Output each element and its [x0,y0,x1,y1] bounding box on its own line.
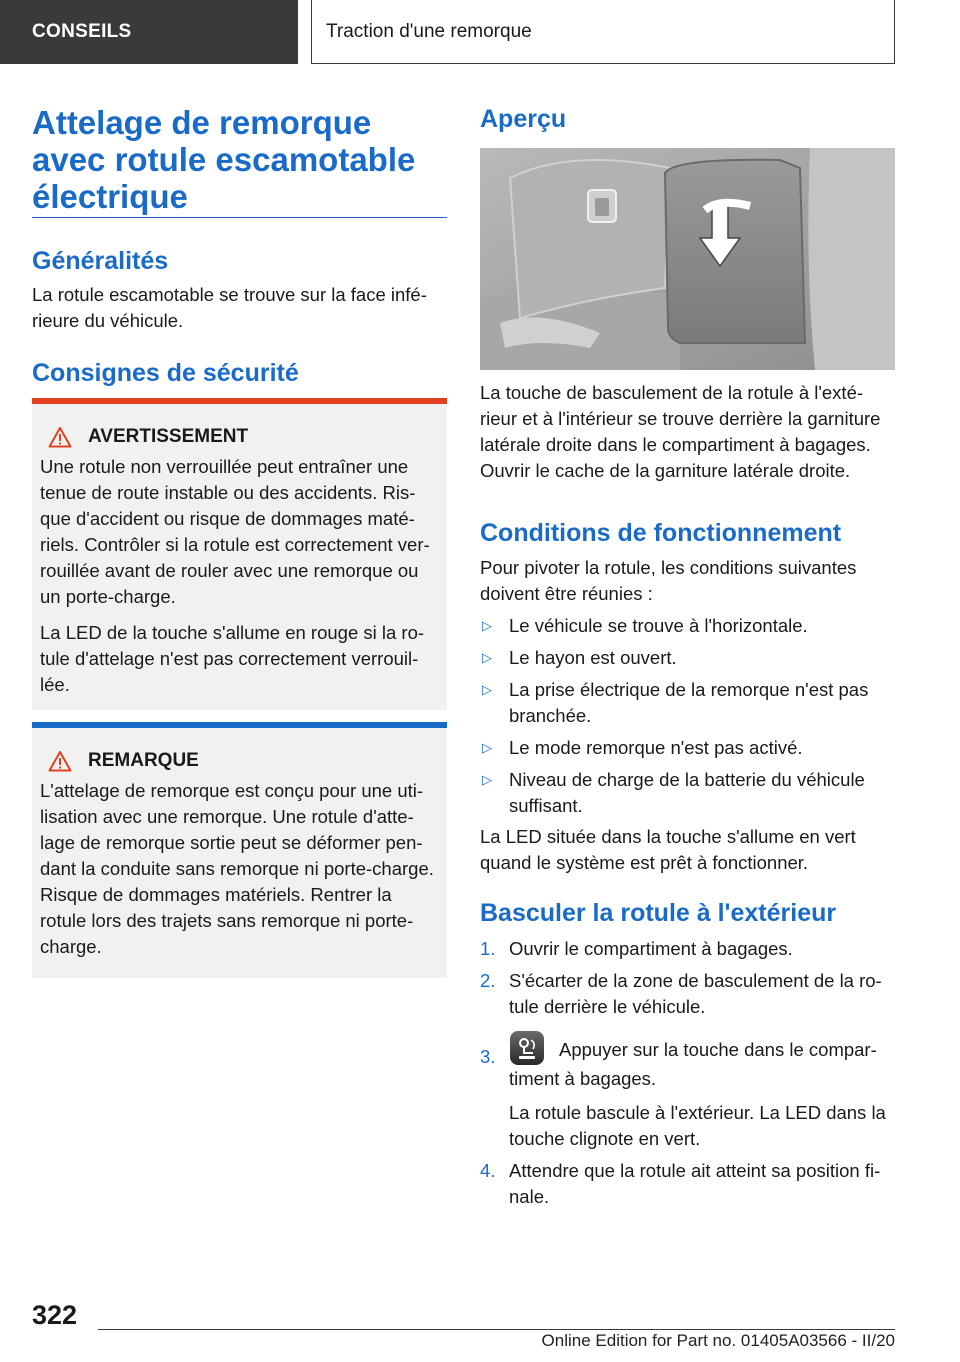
footer-divider [98,1329,895,1330]
triangle-bullet-icon: ▷ [482,682,492,697]
step-number: 4. [480,1160,496,1181]
step-number: 3. [480,1046,496,1067]
step-item [480,1158,895,1210]
list-item [480,767,895,819]
warning-box [32,398,447,710]
swing-heading: Basculer la rotule à l'extérieur [480,899,837,927]
warning-triangle-icon [48,426,72,448]
safety-heading: Consignes de sécurité [32,359,299,387]
step-text: S'écarter de la zone de basculement de la ro-tule derrière le véhicule. [509,970,882,1017]
conditions-outro: La LED située dans la touche s'allume en vert quand le système est prêt à fonctionner. [480,826,856,873]
general-text: La rotule escamotable se trouve sur la face infé-rieure du véhicule. [32,284,427,331]
triangle-bullet-icon: ▷ [482,772,492,787]
step-number: 2. [480,970,496,991]
list-item [480,613,895,639]
general-heading: Généralités [32,247,169,275]
conditions-intro: Pour pivoter la rotule, les conditions suivantes doivent être réunies : [480,557,857,604]
warning-label: AVERTISSEMENT [88,426,249,447]
notice-label: REMARQUE [88,750,199,771]
section-tab [0,0,298,64]
notice-box [32,722,447,978]
chapter-tab [311,0,895,64]
condition-text: Niveau de charge de la batterie du véhicule suffisant. [509,769,865,816]
list-item [480,735,895,761]
notice-paragraph: L'attelage de remorque est conçu pour une uti-lisation avec une remorque. Une rotule d'atte-lage de remorque sortie peut se déformer pen-dant la conduite sans remorque ni porte-charge. Risque de dommages matériels. Rentrer la rotule lors des trajets sans remorque ni porte-charge. [40,780,434,957]
step-number: 1. [480,938,496,959]
warning-title [40,424,439,450]
page-number: 322 [32,1300,78,1330]
condition-text: Le véhicule se trouve à l'horizontale. [509,615,808,636]
condition-text: Le mode remorque n'est pas activé. [509,737,803,758]
overview-heading: Aperçu [480,105,567,133]
chapter-title: Traction d'une remorque [326,20,532,42]
step-item [480,936,895,962]
page-title: Attelage de remorque avec rotule escamotable électrique [32,104,416,215]
triangle-bullet-icon: ▷ [482,740,492,755]
warning-paragraph-1: Une rotule non verrouillée peut entraîner une tenue de route instable ou des accidents. Ris-que d'accident ou risque de dommages maté-riels. Contrôler si la rotule est correctement ver-rouillée avant de rouler avec une remorque ou un porte-charge. [40,456,430,607]
list-item [480,645,895,671]
condition-text: Le hayon est ouvert. [509,647,677,668]
triangle-bullet-icon: ▷ [482,618,492,633]
step-text: Attendre que la rotule ait atteint sa position fi-nale. [509,1160,881,1207]
notice-triangle-icon [48,750,72,772]
step-text: Ouvrir le compartiment à bagages. [509,938,793,959]
step-item [480,968,895,1020]
list-item [480,677,895,729]
triangle-bullet-icon: ▷ [482,650,492,665]
section-title: CONSEILS [32,21,132,42]
trunk-photo [480,148,895,370]
edition-text: Online Edition for Part no. 01405A03566 - II/20 [541,1331,895,1350]
condition-text: La prise électrique de la remorque n'est pas branchée. [509,679,869,726]
step-result: La rotule bascule à l'extérieur. La LED dans la touche clignote en vert. [509,1102,886,1149]
hitch-button-icon [509,1030,545,1066]
warning-paragraph-2: La LED de la touche s'allume en rouge si la ro-tule d'attelage n'est pas correctement verrouil-lée. [40,622,425,695]
overview-text: La touche de basculement de la rotule à l'exté-rieur et à l'intérieur se trouve derrière la garniture latérale droite dans le compartiment à bagages. Ouvrir le cache de la garniture latérale droite. [480,382,881,481]
conditions-heading: Conditions de fonctionnement [480,519,842,547]
step-text: Appuyer sur la touche dans le compar-timent à bagages. [509,1039,877,1089]
step-item [480,1030,895,1152]
title-divider [32,217,447,218]
notice-title [40,748,439,774]
